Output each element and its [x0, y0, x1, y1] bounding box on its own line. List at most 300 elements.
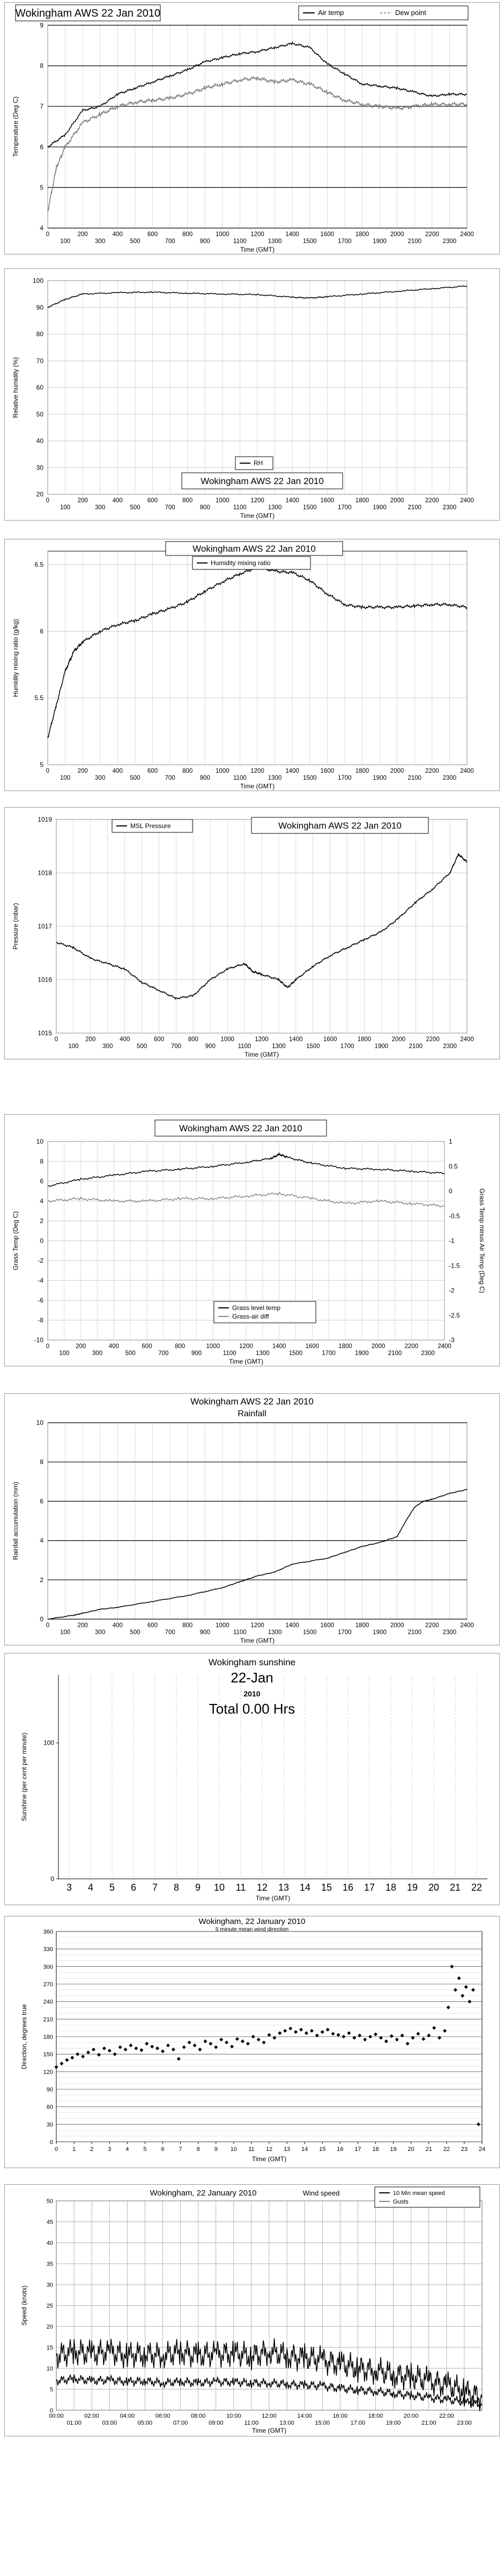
x-tick-label: 22 — [471, 1882, 483, 1893]
x-tick-label: 1000 — [216, 1622, 229, 1629]
y-tick-label: 1017 — [38, 923, 52, 930]
y-tick-label: 0 — [40, 1615, 43, 1623]
y-tick-label: -8 — [38, 1316, 43, 1324]
x-tick-label: 800 — [182, 231, 193, 238]
x-tick-label: 1500 — [306, 1043, 320, 1050]
x-tick-label: 2200 — [425, 231, 439, 238]
y-tick-label: 90 — [36, 303, 43, 311]
y-tick-label: 1019 — [38, 816, 52, 823]
x-tick-label: 500 — [130, 775, 140, 781]
x-tick-label: 1700 — [338, 504, 352, 511]
x-tick-label: 1000 — [206, 1343, 220, 1350]
x-axis-label: Time (GMT) — [240, 246, 275, 253]
y-tick-label: 210 — [43, 2016, 53, 2023]
y-tick-label: 60 — [36, 384, 43, 391]
x-tick-label: 2400 — [460, 231, 474, 238]
y-axis-label: Rainfall accumulation (mm) — [12, 1482, 19, 1560]
x-tick-label: 5 — [143, 2146, 147, 2153]
y-tick-label: 150 — [43, 2051, 53, 2058]
x-tick-label: 2100 — [388, 1350, 402, 1357]
x-tick-label: 21 — [425, 2146, 432, 2153]
chart-panel-mixing-ratio — [4, 539, 500, 791]
x-tick-label: 0 — [46, 1622, 50, 1629]
x-tick-label: 800 — [188, 1036, 198, 1043]
y-tick-label: 4 — [40, 224, 43, 232]
chart-panel-pressure — [4, 807, 500, 1059]
x-tick-label: 20:00 — [403, 2413, 419, 2419]
x-axis-label: Time (GMT) — [251, 2155, 287, 2163]
x-tick-label: 18:00 — [368, 2413, 383, 2419]
x-tick-label: 7 — [152, 1882, 158, 1893]
y-right-tick-label: -2.5 — [449, 1311, 460, 1319]
x-tick-label: 1000 — [216, 231, 229, 238]
x-tick-label: 100 — [60, 1629, 71, 1636]
x-tick-label: 07:00 — [173, 2420, 188, 2426]
y-tick-label: 120 — [43, 2069, 53, 2076]
x-tick-label: 1800 — [355, 1622, 369, 1629]
x-tick-label: 2000 — [390, 497, 404, 504]
y-tick-label: 1016 — [38, 976, 52, 984]
x-tick-label: 1600 — [320, 768, 335, 774]
x-tick-label: 800 — [182, 1622, 193, 1629]
x-tick-label: 16 — [337, 2146, 344, 2153]
x-tick-label: 17 — [354, 2146, 361, 2153]
x-tick-label: 10:00 — [226, 2413, 241, 2419]
x-tick-label: 1500 — [302, 238, 317, 245]
x-tick-label: 2400 — [460, 1036, 474, 1043]
y-tick-label: 240 — [43, 1999, 53, 2006]
y-tick-label: 15 — [46, 2345, 53, 2351]
x-tick-label: 1900 — [373, 775, 387, 781]
x-tick-label: 4 — [125, 2146, 129, 2153]
x-tick-label: 900 — [199, 238, 210, 245]
y-axis-label: Relative humidity (%) — [12, 357, 19, 418]
x-tick-label: 2400 — [460, 1622, 474, 1629]
x-tick-label: 1500 — [288, 1350, 303, 1357]
x-tick-label: 0 — [46, 231, 50, 238]
x-tick-label: 1200 — [250, 1622, 264, 1629]
y-tick-label: 35 — [46, 2261, 53, 2267]
x-tick-label: 11:00 — [244, 2420, 259, 2426]
x-tick-label: 300 — [95, 775, 106, 781]
x-tick-label: 1500 — [302, 775, 317, 781]
chart-subtitle: 5 minute mean wind direction — [215, 1926, 289, 1933]
x-tick-label: 400 — [108, 1343, 119, 1350]
x-tick-label: 11 — [235, 1882, 246, 1893]
x-tick-label: 500 — [130, 238, 140, 245]
x-tick-label: 1400 — [285, 497, 299, 504]
x-tick-label: 19 — [406, 1882, 418, 1893]
x-tick-label: 1800 — [338, 1343, 352, 1350]
x-tick-label: 1300 — [272, 1043, 286, 1050]
chart-svg-rainfall — [5, 1394, 499, 1645]
x-tick-label: 00:00 — [49, 2413, 64, 2419]
x-tick-label: 7 — [179, 2146, 182, 2153]
x-tick-label: 400 — [112, 497, 123, 504]
x-tick-label: 18 — [385, 1882, 397, 1893]
chart-panel-temperature — [4, 2, 500, 254]
x-tick-label: 1800 — [355, 497, 369, 504]
x-tick-label: 8 — [173, 1882, 180, 1893]
x-tick-label: 1600 — [320, 231, 335, 238]
x-tick-label: 2000 — [390, 1622, 404, 1629]
y-tick-label: 4 — [40, 1536, 43, 1545]
x-tick-label: 3 — [66, 1882, 72, 1893]
y-tick-label: 0 — [49, 2407, 53, 2414]
x-tick-label: 400 — [120, 1036, 130, 1043]
y-tick-label: 5 — [40, 184, 43, 192]
chart-svg-wind-speed — [5, 2185, 499, 2436]
x-tick-label: 1300 — [256, 1350, 270, 1357]
x-tick-label: 22:00 — [439, 2413, 454, 2419]
x-tick-label: 2200 — [425, 497, 439, 504]
x-tick-label: 2200 — [425, 768, 439, 774]
y-tick-label: 20 — [36, 491, 43, 498]
x-tick-label: 200 — [76, 1343, 86, 1350]
x-tick-label: 1200 — [250, 768, 264, 774]
x-tick-label: 1000 — [220, 1036, 234, 1043]
x-tick-label: 2000 — [390, 768, 404, 774]
x-tick-label: 600 — [147, 1622, 158, 1629]
x-tick-label: 8 — [196, 2146, 200, 2153]
y-tick-label: 6 — [40, 1177, 43, 1185]
x-tick-label: 600 — [147, 768, 158, 774]
y-right-tick-label: 0 — [449, 1187, 453, 1195]
y-right-axis-label: Grass Temp minus Air Temp (Deg C) — [478, 1188, 486, 1293]
chart-svg-pressure — [5, 808, 499, 1059]
y-tick-label: 1015 — [38, 1029, 52, 1037]
x-tick-label: 19:00 — [386, 2420, 401, 2426]
x-tick-label: 03:00 — [102, 2420, 117, 2426]
x-tick-label: 100 — [60, 238, 71, 245]
y-tick-label: 50 — [46, 2198, 53, 2205]
y-tick-label: 0 — [49, 2139, 53, 2146]
chart-panel-wind-direction — [4, 1916, 500, 2168]
x-tick-label: 200 — [77, 768, 88, 774]
total-label: Total 0.00 Hrs — [209, 1701, 295, 1717]
x-tick-label: 2300 — [442, 775, 457, 781]
x-tick-label: 2 — [90, 2146, 94, 2153]
x-tick-label: 13 — [278, 1882, 290, 1893]
year-label: 2010 — [243, 1689, 261, 1698]
x-tick-label: 2100 — [409, 1043, 423, 1050]
y-right-tick-label: -2 — [449, 1286, 455, 1294]
legend-label-air-temp: Air temp — [318, 9, 344, 17]
x-tick-label: 1600 — [323, 1036, 337, 1043]
y-right-tick-label: -0.5 — [449, 1212, 460, 1220]
y-tick-label: 100 — [32, 277, 43, 284]
y-right-tick-label: 1 — [449, 1138, 453, 1145]
chart-title: Wokingham AWS 22 Jan 2010 — [192, 544, 316, 554]
x-tick-label: 1 — [72, 2146, 76, 2153]
y-tick-label: 30 — [36, 464, 43, 472]
x-tick-label: 1300 — [268, 238, 282, 245]
x-tick-label: 700 — [165, 775, 175, 781]
x-tick-label: 2100 — [407, 238, 422, 245]
x-tick-label: 600 — [147, 231, 158, 238]
x-tick-label: 24 — [478, 2146, 486, 2153]
y-tick-label: 30 — [46, 2282, 53, 2288]
y-tick-label: 9 — [40, 21, 43, 29]
y-tick-label: 330 — [43, 1946, 53, 1953]
x-tick-label: 1100 — [233, 504, 247, 511]
x-tick-label: 23:00 — [457, 2420, 472, 2426]
x-tick-label: 1400 — [272, 1343, 286, 1350]
x-tick-label: 1100 — [233, 238, 247, 245]
y-axis-label: Grass Temp (Deg C) — [12, 1211, 19, 1270]
chart-title: Wokingham sunshine — [208, 1657, 296, 1667]
x-tick-label: 2300 — [421, 1350, 435, 1357]
chart-subtitle: Wind speed — [302, 2189, 340, 2197]
x-axis-label: Time (GMT) — [240, 1637, 275, 1644]
x-tick-label: 500 — [125, 1350, 136, 1357]
x-tick-label: 1700 — [338, 238, 352, 245]
x-tick-label: 1200 — [250, 497, 264, 504]
x-tick-label: 9 — [195, 1882, 201, 1893]
chart-title: Wokingham, 22 January 2010 — [150, 2189, 257, 2198]
x-tick-label: 700 — [165, 1629, 175, 1636]
x-tick-label: 14 — [299, 1882, 311, 1893]
y-tick-label: 4 — [40, 1197, 43, 1205]
x-tick-label: 1700 — [338, 1629, 352, 1636]
x-tick-label: 1600 — [305, 1343, 320, 1350]
x-tick-label: 300 — [95, 238, 106, 245]
x-axis-label: Time (GMT) — [244, 1051, 279, 1058]
x-tick-label: 12:00 — [262, 2413, 277, 2419]
x-tick-label: 1500 — [302, 504, 317, 511]
chart-svg-mixing-ratio — [5, 539, 499, 791]
x-tick-label: 2400 — [460, 768, 474, 774]
y-tick-label: 5 — [49, 2387, 53, 2393]
x-tick-label: 13:00 — [279, 2420, 294, 2426]
x-tick-label: 200 — [77, 1622, 88, 1629]
y-tick-label: 270 — [43, 1981, 53, 1988]
y-axis-label: Pressure (mbar) — [12, 903, 19, 950]
x-tick-label: 23 — [461, 2146, 468, 2153]
x-tick-label: 2100 — [407, 775, 422, 781]
x-tick-label: 500 — [130, 504, 140, 511]
x-tick-label: 12 — [265, 2146, 273, 2153]
x-tick-label: 1700 — [322, 1350, 336, 1357]
x-tick-label: 800 — [182, 497, 193, 504]
chart-title: Wokingham AWS 22 Jan 2010 — [278, 821, 402, 831]
x-tick-label: 300 — [92, 1350, 103, 1357]
x-tick-label: 1500 — [302, 1629, 317, 1636]
x-tick-label: 17 — [364, 1882, 375, 1893]
x-tick-label: 2000 — [390, 231, 404, 238]
y-tick-label: 10 — [46, 2366, 53, 2372]
x-tick-label: 1300 — [268, 504, 282, 511]
x-tick-label: 1100 — [233, 775, 247, 781]
x-tick-label: 12 — [256, 1882, 268, 1893]
y-tick-label: -6 — [38, 1297, 43, 1304]
y-tick-label: 5 — [40, 761, 43, 769]
x-tick-label: 200 — [85, 1036, 96, 1043]
x-tick-label: 2400 — [460, 497, 474, 504]
x-tick-label: 1900 — [374, 1043, 389, 1050]
y-tick-label: 45 — [46, 2219, 53, 2226]
x-tick-label: 300 — [95, 504, 106, 511]
x-tick-label: 2300 — [442, 238, 457, 245]
chart-title: Wokingham AWS 22 Jan 2010 — [201, 476, 324, 487]
x-tick-label: 1700 — [338, 775, 352, 781]
x-tick-label: 16 — [342, 1882, 354, 1893]
y-axis-label: Humidity mixing ratio (g/kg) — [12, 619, 19, 697]
chart-svg-temperature — [5, 3, 499, 254]
y-tick-label: 60 — [46, 2104, 53, 2111]
x-tick-label: 1000 — [216, 768, 229, 774]
x-tick-label: 6 — [130, 1882, 137, 1893]
x-tick-label: 100 — [60, 504, 71, 511]
x-tick-label: 2300 — [442, 504, 457, 511]
x-tick-label: 800 — [175, 1343, 186, 1350]
x-tick-label: 17:00 — [350, 2420, 366, 2426]
x-tick-label: 2100 — [407, 504, 422, 511]
x-tick-label: 900 — [191, 1350, 202, 1357]
y-right-tick-label: -1 — [449, 1237, 455, 1245]
x-tick-label: 2100 — [407, 1629, 422, 1636]
chart-panel-wind-speed — [4, 2184, 500, 2436]
legend-label: Humidity mixing ratio — [211, 559, 271, 567]
x-tick-label: 09:00 — [208, 2420, 224, 2426]
x-tick-label: 21:00 — [421, 2420, 436, 2426]
x-tick-label: 0 — [54, 1036, 58, 1043]
x-tick-label: 1100 — [223, 1350, 236, 1357]
x-tick-label: 700 — [165, 238, 175, 245]
x-tick-label: 1900 — [355, 1350, 369, 1357]
x-tick-label: 1100 — [233, 1629, 247, 1636]
x-tick-label: 900 — [199, 1629, 210, 1636]
chart-svg-wind-direction — [5, 1916, 499, 2168]
x-tick-label: 700 — [165, 504, 175, 511]
x-tick-label: 1200 — [239, 1343, 253, 1350]
x-tick-label: 500 — [130, 1629, 140, 1636]
x-tick-label: 3 — [108, 2146, 112, 2153]
y-tick-label: 8 — [40, 1158, 43, 1165]
y-tick-label: -2 — [38, 1257, 43, 1264]
x-tick-label: 1400 — [285, 1622, 299, 1629]
x-tick-label: 10 — [230, 2146, 237, 2153]
x-tick-label: 100 — [59, 1350, 70, 1357]
x-tick-label: 200 — [77, 497, 88, 504]
y-tick-label: 360 — [43, 1929, 53, 1935]
legend-label-dew-point: Dew point — [395, 9, 426, 17]
y-tick-label: 10 — [36, 1138, 43, 1145]
y-tick-label: 90 — [46, 2087, 53, 2093]
x-tick-label: 400 — [112, 768, 123, 774]
x-tick-label: 900 — [205, 1043, 216, 1050]
x-axis-label: Time (GMT) — [251, 2427, 287, 2434]
x-tick-label: 1000 — [216, 497, 229, 504]
x-tick-label: 15:00 — [315, 2420, 330, 2426]
x-axis-label: Time (GMT) — [240, 782, 275, 790]
y-axis-label: Speed (knots) — [20, 2285, 28, 2326]
y-tick-label: 25 — [46, 2303, 53, 2309]
legend-label-gusts: Gusts — [393, 2199, 409, 2205]
x-tick-label: 21 — [449, 1882, 461, 1893]
x-tick-label: 900 — [199, 775, 210, 781]
x-tick-label: 2300 — [442, 1629, 457, 1636]
x-tick-label: 100 — [60, 775, 71, 781]
y-tick-label: 0 — [40, 1237, 43, 1245]
x-tick-label: 01:00 — [66, 2420, 81, 2426]
x-tick-label: 300 — [95, 1629, 106, 1636]
chart-svg-humidity — [5, 269, 499, 520]
x-tick-label: 16:00 — [332, 2413, 348, 2419]
legend-label: Grass-air diff — [232, 1313, 269, 1320]
x-tick-label: 9 — [214, 2146, 218, 2153]
y-right-tick-label: -1.5 — [449, 1262, 460, 1270]
x-tick-label: 22 — [443, 2146, 450, 2153]
x-tick-label: 1800 — [357, 1036, 372, 1043]
x-tick-label: 2400 — [438, 1343, 451, 1350]
x-tick-label: 600 — [147, 497, 158, 504]
x-tick-label: 1900 — [373, 1629, 387, 1636]
x-tick-label: 300 — [102, 1043, 113, 1050]
y-tick-label: 6 — [40, 1497, 43, 1505]
x-tick-label: 900 — [199, 504, 210, 511]
x-tick-label: 1400 — [285, 768, 299, 774]
x-tick-label: 2200 — [404, 1343, 419, 1350]
y-tick-label: -4 — [38, 1277, 43, 1284]
y-tick-label: 30 — [46, 2121, 53, 2128]
x-tick-label: 0 — [46, 497, 50, 504]
x-tick-label: 1700 — [340, 1043, 354, 1050]
y-axis-label: Direction, degrees true — [20, 2004, 28, 2069]
x-tick-label: 02:00 — [84, 2413, 99, 2419]
x-tick-label: 2200 — [426, 1036, 440, 1043]
x-tick-label: 2300 — [443, 1043, 457, 1050]
x-tick-label: 1100 — [238, 1043, 251, 1050]
x-tick-label: 1200 — [255, 1036, 269, 1043]
chart-panel-grass-temp — [4, 1114, 500, 1366]
x-tick-label: 600 — [142, 1343, 152, 1350]
y-tick-label: 0 — [50, 1875, 54, 1883]
x-tick-label: 1200 — [250, 231, 264, 238]
x-tick-label: 800 — [182, 768, 193, 774]
chart-panel-sunshine — [4, 1653, 500, 1905]
x-tick-label: 1800 — [355, 768, 369, 774]
x-tick-label: 400 — [112, 1622, 123, 1629]
y-tick-label: 2 — [40, 1217, 43, 1225]
chart-panel-rainfall — [4, 1393, 500, 1645]
y-tick-label: 40 — [46, 2240, 53, 2246]
y-tick-label: 6.5 — [34, 560, 43, 568]
y-tick-label: 70 — [36, 357, 43, 365]
chart-svg-sunshine — [5, 1653, 499, 1905]
date-label: 22-Jan — [231, 1670, 273, 1686]
x-tick-label: 4 — [87, 1882, 94, 1893]
x-tick-label: 0 — [46, 768, 50, 774]
y-tick-label: -10 — [34, 1336, 43, 1344]
legend-label: Grass level temp — [232, 1304, 281, 1312]
x-tick-label: 700 — [171, 1043, 182, 1050]
x-tick-label: 15 — [321, 1882, 332, 1893]
y-tick-label: 6 — [40, 143, 43, 151]
y-tick-label: 2 — [40, 1576, 43, 1584]
y-tick-label: 1018 — [38, 869, 52, 877]
chart-title: Wokingham AWS 22 Jan 2010 — [179, 1123, 302, 1134]
x-tick-label: 20 — [407, 2146, 414, 2153]
y-tick-label: 300 — [43, 1964, 53, 1971]
x-axis-label: Time (GMT) — [255, 1894, 291, 1902]
y-tick-label: 5.5 — [34, 694, 43, 702]
x-tick-label: 1900 — [373, 504, 387, 511]
x-tick-label: 6 — [161, 2146, 165, 2153]
y-tick-label: 40 — [36, 437, 43, 445]
x-tick-label: 20 — [428, 1882, 440, 1893]
x-tick-label: 04:00 — [120, 2413, 135, 2419]
